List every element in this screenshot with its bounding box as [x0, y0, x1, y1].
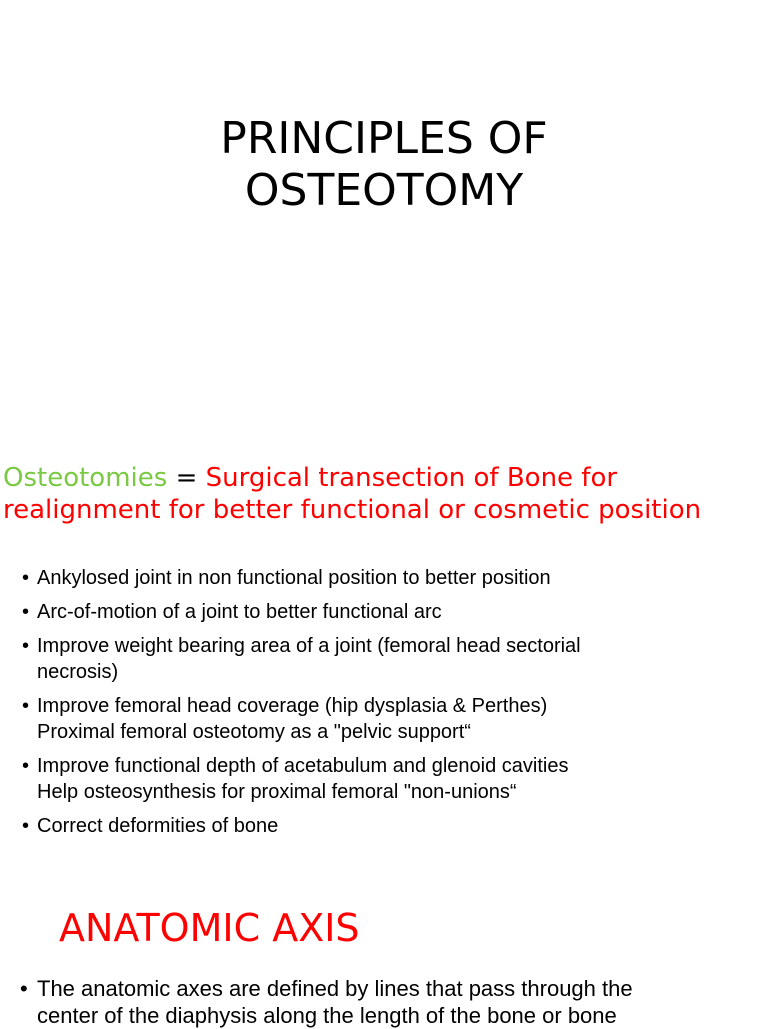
list-item: [0, 753, 717, 805]
list-item-line: Help osteosynthesis for proximal femoral "non-unions“: [37, 781, 517, 803]
list-item-line: Improve weight bearing area of a joint (femoral head sectorial: [37, 635, 581, 657]
list-item-line: Improve functional depth of acetabulum and glenoid cavities: [37, 755, 569, 777]
list-item-line: Improve femoral head coverage (hip dysplasia & Perthes): [37, 695, 548, 717]
list-item: [0, 813, 717, 839]
bullet-dot: •: [22, 695, 30, 717]
bullet-dot: •: [20, 976, 28, 1001]
list-item: [0, 599, 717, 625]
bullet-dot: •: [22, 601, 30, 623]
list-item-line: Arc-of-motion of a joint to better functional arc: [37, 601, 442, 623]
bullet-dot: •: [22, 635, 30, 657]
title-line-1: PRINCIPLES OF: [220, 113, 548, 164]
bullet-dot: •: [22, 567, 30, 589]
indications-list: [0, 565, 717, 847]
anatomic-axis-line-2: center of the diaphysis along the length of the bone or bone: [37, 1003, 617, 1028]
anatomic-axis-body: [37, 975, 737, 1029]
list-item-line: Proximal femoral osteotomy as a "pelvic support“: [37, 721, 471, 743]
title-line-2: OSTEOTOMY: [244, 165, 524, 216]
definition-text: Surgical transection of Bone for realignment for better functional or cosmetic position: [3, 463, 702, 525]
definition-term: Osteotomies: [3, 463, 168, 493]
definition-paragraph: [3, 462, 763, 526]
anatomic-axis-line-1: The anatomic axes are defined by lines that pass through the: [37, 976, 633, 1001]
list-item-line: necrosis): [37, 661, 119, 683]
list-item: [0, 693, 717, 745]
list-item-line: Correct deformities of bone: [37, 815, 279, 837]
section-heading-anatomic-axis: ANATOMIC AXIS: [59, 906, 360, 950]
definition-equals: =: [167, 463, 206, 493]
list-item: [0, 633, 717, 685]
bullet-dot: •: [22, 755, 30, 777]
list-item-line: Ankylosed joint in non functional position to better position: [37, 567, 551, 589]
bullet-dot: •: [22, 815, 30, 837]
list-item: [0, 565, 717, 591]
page-title: [0, 113, 768, 217]
